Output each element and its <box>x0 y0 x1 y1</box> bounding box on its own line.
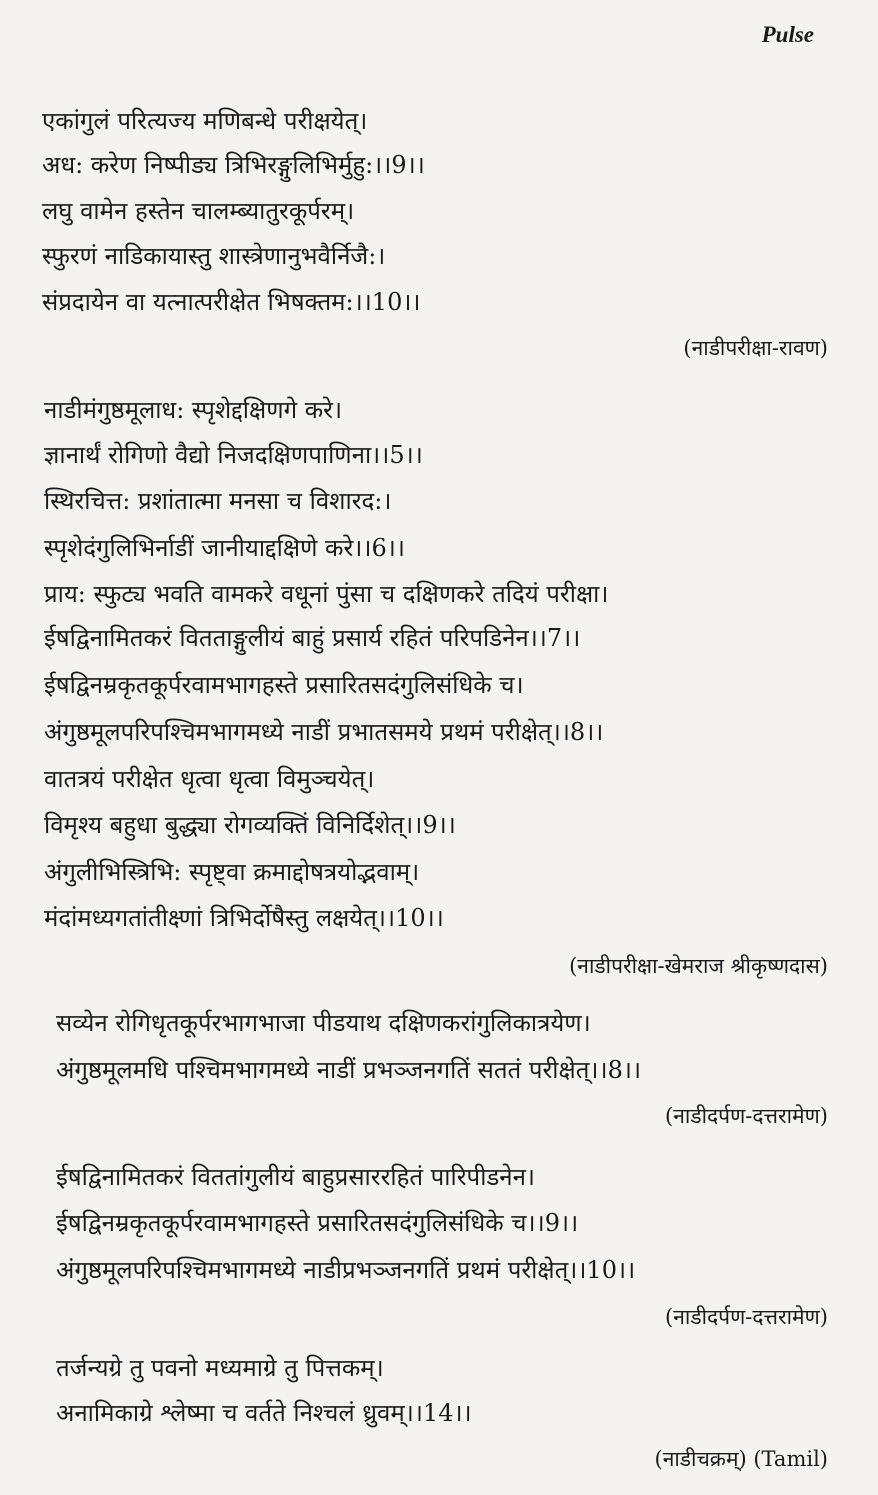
verse-line: एकांगुलं परित्यज्य मणिबन्धे परीक्षयेत्। <box>42 107 368 135</box>
running-header: Pulse <box>761 22 814 47</box>
verse-line: विमृश्य बहुधा बुद्ध्या रोगव्यक्तिं विनिर्दिशेत्।।9।। <box>44 811 456 839</box>
verse-line: अंगुष्ठमूलमधि पश्चिमभागमध्ये नाडीं प्रभञ्जनगतिं सततं परीक्षेत्।।8।। <box>56 1056 642 1084</box>
verse-line: संप्रदायेन वा यत्नात्परीक्षेत भिषक्तम:।।10।। <box>42 288 421 316</box>
verse-line: स्फुरणं नाडिकायास्तु शास्त्रेणानुभवैर्निजै:। <box>42 242 386 270</box>
verse-line: लघु वामेन हस्तेन चालम्ब्यातुरकूर्परम्। <box>42 197 355 225</box>
verse-line: स्पृशेदंगुलिभिर्नाडीं जानीयाद्दक्षिणे करे।।6।। <box>44 534 405 562</box>
verse-line: मंदांमध्यगतांतीक्ष्णां त्रिभिर्दोषैस्तु लक्षयेत्।।10।। <box>44 904 444 932</box>
verse-line: अंगुष्ठमूलपरिपश्चिमभागमध्ये नाडीं प्रभातसमये प्रथमं परीक्षेत्।।8।। <box>44 718 604 746</box>
verse-line: ज्ञानार्थं रोगिणो वैद्यो निजदक्षिणपाणिना।।5।। <box>44 441 423 469</box>
verse-line: अंगुलीभिस्त्रिभि: स्पृष्ट्वा क्रमाद्दोषत्रयोद्भवाम्। <box>44 858 420 886</box>
verse-line: अनामिकाग्रे श्लेष्मा च वर्तते निश्चलं ध्रुवम्।।14।। <box>56 1399 472 1427</box>
source-citation: (नाडीदर्पण-दत्तरामेण) <box>665 1305 828 1329</box>
verse-line: प्राय: स्फुट्य भवति वामकरे वधूनां पुंसा च दक्षिणकरे तदियं परीक्षा। <box>44 580 609 608</box>
verse-line: ईषद्विनामितकरं वितताङ्गुलीयं बाहुं प्रसार्य रहितं परिपडिनेन।।7।। <box>44 624 581 652</box>
verse-line: वातत्रयं परीक्षेत धृत्वा धृत्वा विमुञ्चयेत्। <box>44 765 375 793</box>
verse-line: ईषद्विनम्रकृतकूर्परवामभागहस्ते प्रसारितसदंगुलिसंधिके च।।9।। <box>56 1209 579 1237</box>
verse-line: अध: करेण निष्पीड्य त्रिभिरङ्गुलिभिर्मुहु:।।9।। <box>42 151 425 179</box>
source-citation: (नाडीचक्रम्) (Tamil) <box>654 1447 828 1471</box>
source-citation: (नाडीदर्पण-दत्तरामेण) <box>665 1104 828 1128</box>
verse-line: ईषद्विनम्रकृतकूर्परवामभागहस्ते प्रसारितसदंगुलिसंधिके च। <box>44 671 524 699</box>
verse-line: तर्जन्यग्रे तु पवनो मध्यमाग्रे तु पित्तकम्। <box>56 1354 384 1382</box>
verse-line: सव्येन रोगिधृतकूर्परभागभाजा पीडयाथ दक्षिणकरांगुलिकात्रयेण। <box>56 1009 591 1037</box>
verse-line: स्थिरचित्त: प्रशांतात्मा मनसा च विशारद:। <box>44 487 392 515</box>
verse-line: अंगुष्ठमूलपरिपश्चिमभागमध्ये नाडीप्रभञ्जनगतिं प्रथमं परीक्षेत्।।10।। <box>56 1256 636 1284</box>
source-citation: (नाडीपरीक्षा-रावण) <box>683 336 828 360</box>
verse-line: नाडीमंगुष्ठमूलाध: स्पृशेद्दक्षिणगे करे। <box>44 396 343 424</box>
verse-line: ईषद्विनामितकरं विततांगुलीयं बाहुप्रसाररहितं पारिपीडनेन। <box>56 1163 535 1191</box>
source-citation: (नाडीपरीक्षा-खेमराज श्रीकृष्णदास) <box>569 954 828 978</box>
